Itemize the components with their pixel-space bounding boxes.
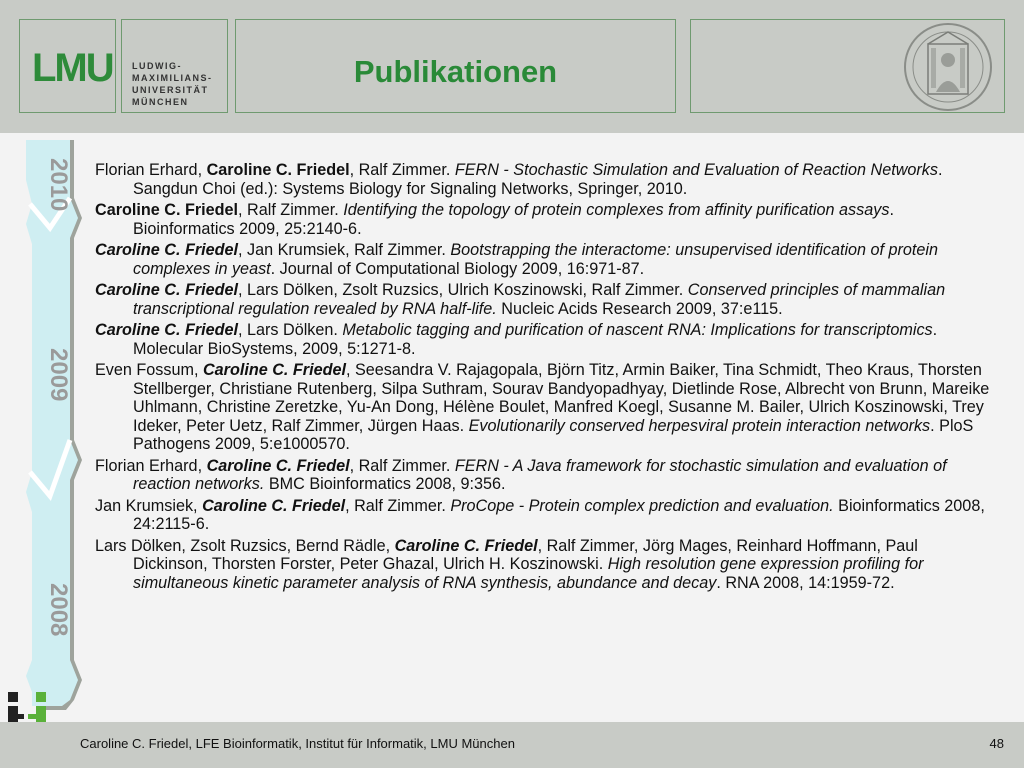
publication-entry [95,201,995,238]
university-name-box [121,19,228,113]
publication-list [95,161,995,595]
title-box [235,19,676,113]
publication-entry [95,321,995,358]
university-seal-icon [900,22,996,112]
publication-text: Caroline C. Friedel [202,496,346,515]
publication-text: , Lars Dölken, Zsolt Ruzsics, Ulrich Koszinowski, Ralf Zimmer. [238,281,688,299]
publication-text: Metabolic tagging and purification of nascent RNA: Implications for transcriptomics [342,321,933,339]
publication-text: Jan Krumsiek, [95,496,203,515]
publication-text: FERN - A Java framework for stochastic simulation and evaluation of reaction networks. [133,456,947,493]
publication-text: Caroline C. Friedel [206,456,350,475]
publication-text: FERN - Stochastic Simulation and Evaluation of Reaction Networks [454,161,938,179]
publication-text: . Sangdun Choi (ed.): Systems Biology for Signaling Networks, Springer, 2010. [133,161,943,198]
publication-text: Caroline C. Friedel [394,536,538,555]
university-name-line: LUDWIG- [132,61,182,71]
publication-text: , Ralf Zimmer. [349,456,455,475]
university-name [132,60,213,108]
publication-text: , Ralf Zimmer. [238,201,344,219]
publication-entry [95,361,995,454]
footer-bar [0,722,1024,768]
publication-text: Evolutionarily conserved herpesviral protein interaction networks [468,416,931,435]
publication-entry [95,281,995,318]
publication-text: BMC Bioinformatics 2008, 9:356. [264,475,506,493]
university-name-line: MÜNCHEN [132,97,189,107]
publication-text: High resolution gene expression profiling for simultaneous kinetic parameter analysis of RNA synthesis, abundance and decay [133,555,924,592]
publication-text: , Jan Krumsiek, Ralf Zimmer. [238,241,451,259]
lmu-logo: LMU [32,46,113,90]
publication-text: Bootstrapping the interactome: unsupervised identification of protein complexes in yeast [133,241,939,278]
publication-text: Bioinformatics 2008, 24:2115-6. [133,496,985,533]
publication-text: , Ralf Zimmer. [345,496,451,515]
publication-entry [95,457,995,494]
publication-text: ProCope - Protein complex prediction and evaluation. [450,496,834,515]
publication-text: Conserved principles of mammalian transcriptional regulation revealed by RNA half-life. [133,281,946,318]
publication-text: Even Fossum, [95,361,203,379]
publication-text: . RNA 2008, 14:1959-72. [716,573,895,592]
publication-text: , Ralf Zimmer, Jörg Mages, Reinhard Hoffmann, Paul Dickinson, Thorsten Forster, Peter Ghazal, Ulrich H. Koszinowski. [133,536,918,573]
publication-text: Caroline C. Friedel [95,201,239,219]
publication-text: Nucleic Acids Research 2009, 37:e115. [496,299,783,318]
footer-text: Caroline C. Friedel, LFE Bioinformatik, Institut für Informatik, LMU München [80,736,515,751]
lmu-logo-box [19,19,116,113]
timeline-year-2010: 2010 [45,158,72,212]
timeline-year-2008: 2008 [45,583,72,637]
publication-text: Caroline C. Friedel [95,281,239,299]
publication-entry [95,497,995,534]
page-number: 48 [989,736,1004,751]
publication-text: Caroline C. Friedel [95,321,239,339]
university-name-line: UNIVERSITÄT [132,85,209,95]
header-bar [0,0,1024,133]
university-name-line: MAXIMILIANS- [132,73,213,83]
publication-text: Identifying the topology of protein complexes from affinity purification assays [343,201,890,219]
publication-text: , Ralf Zimmer. [349,161,455,179]
publication-text: , Lars Dölken. [238,321,343,339]
publication-entry [95,161,995,198]
timeline-year-2009: 2009 [45,348,72,402]
publication-text: Florian Erhard, [95,161,207,179]
seal-box [690,19,1005,113]
publication-text: Lars Dölken, Zsolt Ruzsics, Bernd Rädle, [95,536,395,555]
page-title: Publikationen [353,54,558,89]
publication-text: Caroline C. Friedel [202,361,346,379]
publication-text: . Bioinformatics 2009, 25:2140-6. [133,201,894,238]
publication-entry [95,537,995,593]
publication-text: . PloS Pathogens 2009, 5:e1000570. [133,416,974,453]
publication-text: Caroline C. Friedel [95,241,239,259]
publication-text: , Seesandra V. Rajagopala, Björn Titz, Armin Baiker, Tina Schmidt, Theo Kraus, Thorsten Stellberger, Christiane Rutenberg, Silpa Suthram, Sourav Bandyopadhyay, Dietlinde Rose, Albrecht von Brunn, Mareike Uhlmann, Christine Zeretzke, Yu-An Dong, Hélène Boulet, Manfred Koegl, Susanne M. Bailer, Ulrich Koszinowski, Trey Ideker, Peter Uetz, Ralf Zimmer, Jürgen Haas. [133,361,990,435]
publication-text: . Molecular BioSystems, 2009, 5:1271-8. [133,321,938,358]
publication-text: Caroline C. Friedel [206,161,350,179]
publication-text: Florian Erhard, [95,456,207,475]
publication-text: . Journal of Computational Biology 2009, 16:971-87. [270,259,645,278]
publication-entry [95,241,995,278]
